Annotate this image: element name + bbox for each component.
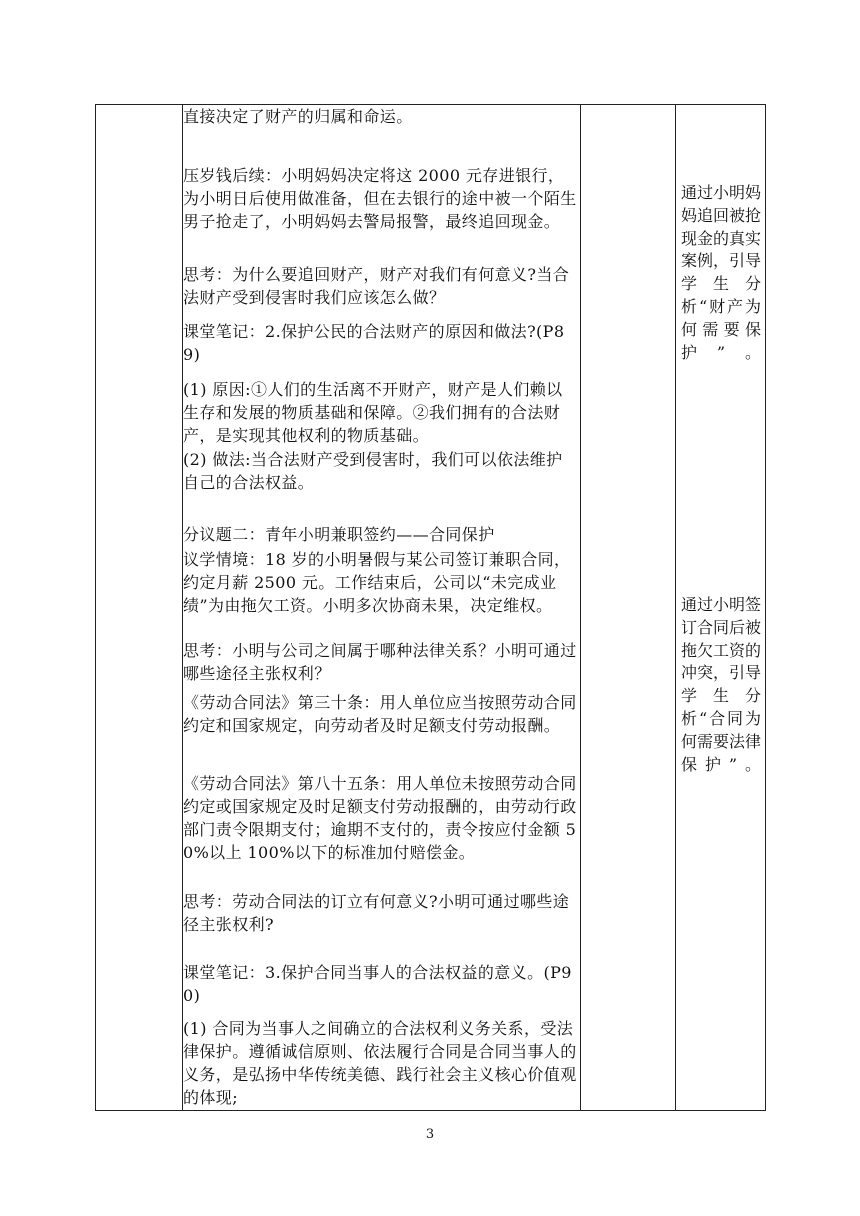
thinking-question: 思考：为什么要追回财产，财产对我们有何意义?当合法财产受到侵害时我们应该怎么做？ xyxy=(183,265,570,307)
page-number: 3 xyxy=(425,1127,435,1142)
sub-topic-title: 分议题二：青年小明兼职签约——合同保护 xyxy=(183,525,495,544)
learning-scenario: 议学情境：18 岁的小明暑假与某公司签订兼职合同，约定月薪 2500 元。工作结束后，公司以“未完成业绩”为由拖欠工资。小明多次协商未果，决定维权。 xyxy=(183,550,571,615)
law-article-85: 《劳动合同法》第八十五条：用人单位未按照劳动合同约定或国家规定及时足额支付劳动报酬的，由劳动行政部门责令限期支付；逾期不支付的，责令按应付金额 50%以上 100%以下的标准加付赔偿金。 xyxy=(183,774,577,862)
law-article-30: 《劳动合同法》第三十条：用人单位应当按照劳动合同约定和国家规定，向劳动者及时足额支付劳动报酬。 xyxy=(183,693,577,735)
design-intent-note: 通过小明签订合同后被拖欠工资的冲突，引导学生分析“合同为何需要法律保护”。 xyxy=(681,595,762,774)
column-divider xyxy=(675,105,676,1110)
design-intent-note: 通过小明妈妈追回被抢现金的真实案例，引导学生分析“财产为何需要保护”。 xyxy=(681,183,762,362)
content-paragraph: 直接决定了财产的归属和命运。 xyxy=(183,107,413,126)
class-notes-heading: 课堂笔记：2.保护公民的合法财产的原因和做法?(P89) xyxy=(183,322,565,364)
notes-reason: (1) 原因:①人们的生活离不开财产，财产是人们赖以生存和发展的物质基础和保障。②我们拥有的合法财产，是实现其他权利的物质基础。 xyxy=(183,380,563,445)
case-scenario: 压岁钱后续：小明妈妈决定将这 2000 元存进银行，为小明日后使用做准备，但在去银行的途中被一个陌生男子抢走了，小明妈妈去警局报警，最终追回现金。 xyxy=(183,166,577,231)
class-notes-heading: 课堂笔记：3.保护合同当事人的合法权益的意义。(P90) xyxy=(183,963,572,1005)
notes-contract: (1) 合同为当事人之间确立的合法权利义务关系，受法律保护。遵循诚信原则、依法履行合同是合同当事人的义务，是弘扬中华传统美德、践行社会主义核心价值观的体现; xyxy=(183,1019,577,1107)
column-divider xyxy=(580,105,581,1110)
thinking-question: 思考：小明与公司之间属于哪种法律关系？小明可通过哪些途径主张权利？ xyxy=(183,641,577,683)
notes-method: (2) 做法:当合法财产受到侵害时，我们可以依法维护自己的合法权益。 xyxy=(183,450,563,492)
thinking-question: 思考：劳动合同法的订立有何意义?小明可通过哪些途径主张权利? xyxy=(183,892,570,934)
lesson-plan-table xyxy=(95,104,766,1111)
